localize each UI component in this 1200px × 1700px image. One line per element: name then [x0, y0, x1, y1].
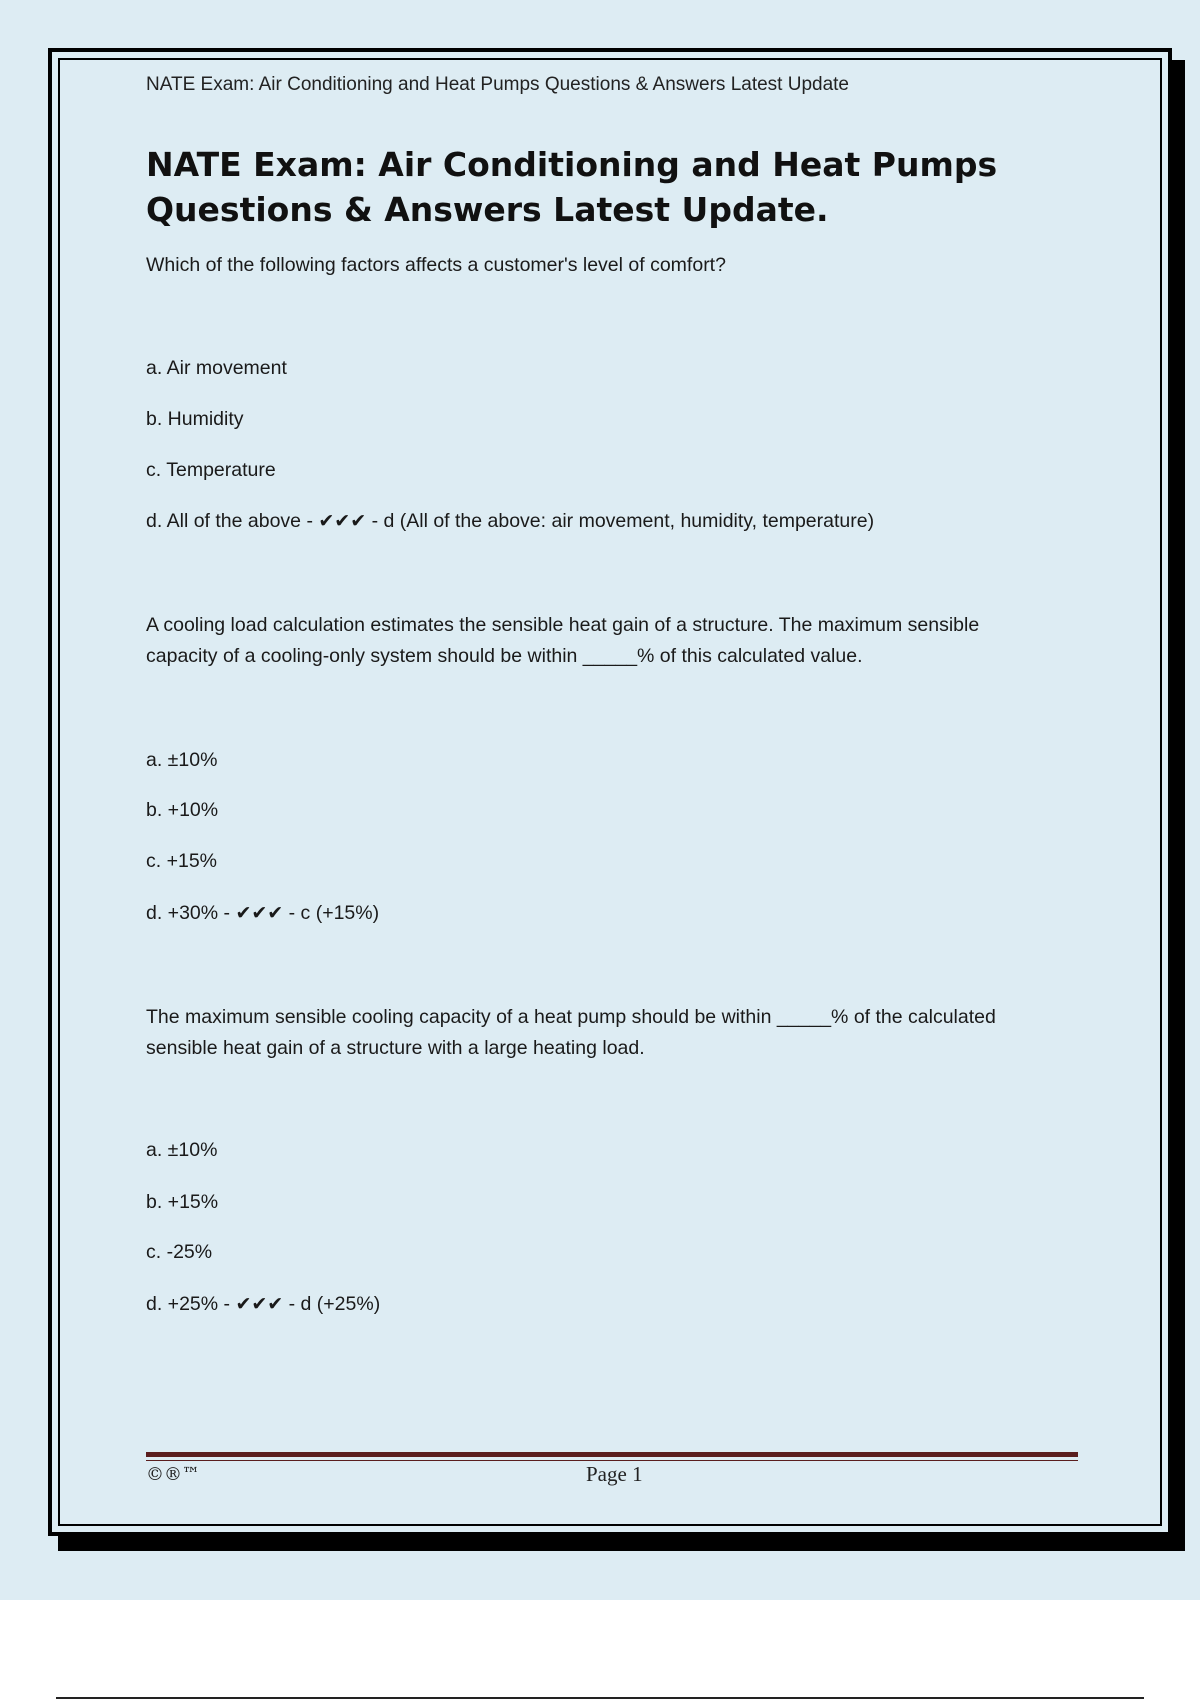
question-2-option-a: a. ±10%: [146, 749, 218, 771]
question-2-text: A cooling load calculation estimates the sensible heat gain of a structure. The maximum sensible capacity of a cooling-only system should be within _____% of this calculated value.: [146, 614, 980, 667]
question-1-option-b: b. Humidity: [146, 408, 244, 430]
question-2-option-d-label: d. +30% -: [146, 902, 231, 924]
question-3-option-d: [146, 1293, 380, 1316]
question-3-option-c: c. -25%: [146, 1241, 213, 1263]
question-2-option-d: [146, 902, 379, 925]
question-1-option-a: a. Air movement: [146, 357, 287, 379]
footer-trademark-symbols: ©®™: [146, 1464, 200, 1485]
question-1-option-d: [146, 510, 874, 533]
question-2-answer: - c (+15%): [288, 902, 380, 924]
question-2-option-b: b. +10%: [146, 799, 219, 821]
question-3-option-a: a. ±10%: [146, 1139, 218, 1161]
question-1-text: Which of the following factors affects a customer's level of comfort?: [146, 254, 726, 276]
question-3-answer: - d (+25%): [288, 1293, 381, 1315]
question-3-option-b: b. +15%: [146, 1191, 219, 1213]
footer-divider-thin: [146, 1460, 1078, 1461]
question-3-option-d-label: d. +25% -: [146, 1293, 231, 1315]
question-2-option-c: c. +15%: [146, 850, 218, 872]
question-1-answer: - d (All of the above: air movement, humidity, temperature): [371, 510, 875, 532]
document-title: NATE Exam: Air Conditioning and Heat Pumps Questions & Answers Latest Update.: [146, 145, 998, 229]
running-header: NATE Exam: Air Conditioning and Heat Pumps Questions & Answers Latest Update: [146, 74, 849, 95]
question-1-option-c: c. Temperature: [146, 459, 276, 481]
checkmark-icon: ✔✔✔: [318, 510, 367, 532]
question-1-option-d-label: d. All of the above -: [146, 510, 313, 532]
question-3-text: The maximum sensible cooling capacity of a heat pump should be within _____% of the calculated sensible heat gain of a structure with a large heating load.: [146, 1006, 996, 1059]
footer-divider: [146, 1452, 1078, 1457]
page-number: Page 1: [586, 1462, 643, 1486]
checkmark-icon: ✔✔✔: [235, 902, 284, 924]
checkmark-icon: ✔✔✔: [235, 1293, 284, 1315]
next-page-top-rule: [56, 1697, 1144, 1699]
